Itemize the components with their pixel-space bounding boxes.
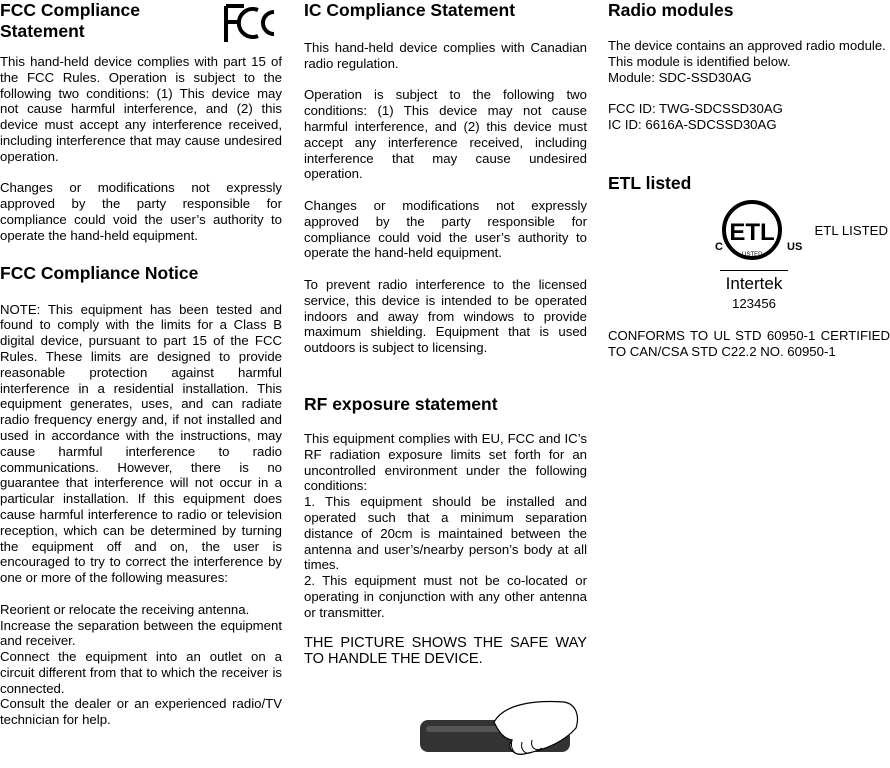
fcc-logo-text: FC — [222, 2, 224, 3]
conformance-text: CONFORMS TO UL STD 60950-1 CERTIFIED TO CAN/CSA STD C22.2 NO. 60950-1 — [608, 327, 890, 359]
listing-number: 123456 — [731, 295, 776, 311]
etl-c-text: C — [715, 240, 723, 253]
intertek-logo-text: Intertek — [725, 273, 783, 293]
rf-para-2: 1. This equipment should be installed and operated such that a minimum separation distance of 20cm is maintained between the antenna and user’s/nearby person’s body at all times. — [304, 494, 587, 573]
radio-modules-title: Radio modules — [608, 0, 734, 20]
fcc-header — [0, 0, 282, 42]
fcc-measure-1: Reorient or relocate the receiving antenna. — [0, 601, 250, 617]
ic-para-1: This hand-held device complies with Canadian radio regulation. — [304, 40, 587, 71]
rf-para-1: This equipment complies with EU, FCC and IC’s RF radiation exposure limits set forth for an uncontrolled environment under the following conditions: — [304, 430, 587, 494]
fcc-logo — [222, 2, 282, 44]
etl-listed-title: ETL listed — [608, 172, 692, 193]
safe-handling-text: THE PICTURE SHOWS THE SAFE WAY TO HANDLE THE DEVICE. — [304, 635, 587, 667]
fcc-column — [0, 0, 282, 728]
rf-para-3: 2. This equipment must not be co-located or operating in conjunction with any other antenna or transmitter. — [304, 573, 587, 620]
fcc-measure-2: Increase the separation between the equipment and receiver. — [0, 617, 282, 649]
rf-exposure-title: RF exposure statement — [304, 393, 498, 414]
ic-para-4: To prevent radio interference to the licensed service, this device is intended to be operated indoors and away from windows to provide maximum shielding. Equipment that is used outdoors is subject to licensing. — [304, 276, 587, 356]
fcc-para-2: Changes or modifications not expressly approved by the party responsible for compliance could void the user’s authority to operate the hand-held equipment. — [0, 180, 282, 243]
etl-listed-ring-text: LISTED — [741, 251, 763, 258]
fcc-id: FCC ID: TWG-SDCSSD30AG — [608, 101, 783, 117]
etl-mark-icon — [712, 196, 808, 268]
ic-statement-title: IC Compliance Statement — [304, 0, 516, 20]
etl-listed-text: ETL LISTED — [814, 222, 888, 238]
ic-para-3: Changes or modifications not expressly approved by the party responsible for compliance could void the user’s authority to operate the hand-held equipment. — [304, 197, 587, 261]
fcc-para-1: This hand-held device complies with part 15 of the FCC Rules. Operation is subject to the following two conditions: (1) This device may not cause harmful interference, and (2) this device must accept any interference received, including interference that may cause undesired operation. — [0, 54, 282, 164]
radio-line-2: This module is identified below. — [608, 53, 791, 69]
fcc-measure-3: Connect the equipment into an outlet on a circuit different from that to which the receiver is connected. — [0, 649, 282, 696]
radio-line-1: The device contains an approved radio module. — [608, 38, 886, 53]
etl-us-text: US — [787, 240, 803, 253]
fcc-notice-title: FCC Compliance Notice — [0, 262, 199, 283]
intertek-rule — [720, 270, 788, 271]
fcc-title-line1: FCC Compliance — [0, 0, 141, 20]
fcc-measure-4: Consult the dealer or an experienced radio/TV technician for help. — [0, 696, 282, 728]
etl-mark-text: ETL — [729, 218, 775, 246]
device-handling-illustration — [414, 698, 584, 768]
module-id: Module: SDC-SSD30AG — [608, 69, 752, 85]
fcc-title-line2: Statement — [0, 21, 85, 41]
radio-column — [608, 0, 890, 359]
ic-para-2: Operation is subject to the following two conditions: (1) This device may not cause harmful interference, and (2) this device must accept any interference received, including interference that may cause undesired operation. — [304, 87, 587, 182]
ic-id: IC ID: 6616A-SDCSSD30AG — [608, 116, 777, 132]
etl-block — [608, 194, 890, 314]
ic-column — [304, 0, 587, 667]
fcc-para-3: NOTE: This equipment has been tested and found to comply with the limits for a Class B digital device, pursuant to part 15 of the FCC Rules. These limits are designed to provide reasonable protection against harmful interference in a residential installation. This equipment generates, uses, and can radiate radio frequency energy and, if not installed and used in accordance with the instructions, may cause harmful interference to radio communications. However, there is no guarantee that interference will not occur in a particular installation. If this equipment does cause harmful interference to radio or television reception, which can be determined by turning the equipment off and on, the user is encouraged to try to correct the interference by one or more of the following measures: — [0, 301, 282, 586]
